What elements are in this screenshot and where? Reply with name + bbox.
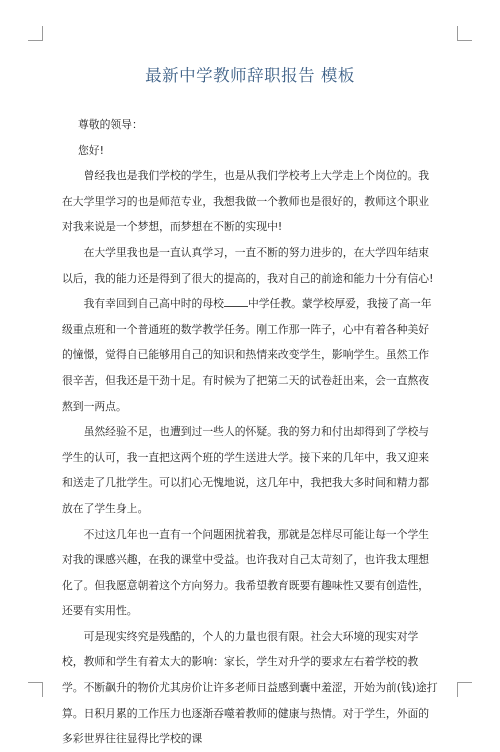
paragraph: 曾经我也是我们学校的学生，也是从我们学校考上大学走上个岗位的。我在大学里学习的也是师范专业，我想我做一个教师也是很好的，教师这个职业对我来说是一个梦想，而梦想在不断的实现中! <box>62 169 430 234</box>
paragraph-text: 中学任教。蒙学校厚爱，我接了高一年级重点班和一个普通班的数学教学任务。刚工作那一阵子，心中有着各种美好的憧憬，觉得自已能够用自己的知识和热情来改变学生，影响学生。虽然工作很辛苦，但我还是干劲十足。有时候为了把第二天的试卷赶出来，会一直熬夜熬到一两点。 <box>62 297 432 413</box>
letter-body <box>62 112 438 752</box>
fill-in-blank <box>224 296 248 307</box>
paragraph-text: 我有幸回到自己高中时的母校 <box>83 297 224 311</box>
paragraph: 虽然经验不足，也遭到过一些人的怀疑。我的努力和付出却得到了学校与学生的认可，我一直把这两个班的学生送进大学。接下来的几年中，我又迎来和送走了几批学生。可以扪心无愧地说，这几年中，我把我大多时间和精力都放在了学生身上。 <box>62 425 430 515</box>
document-title: 最新中学教师辞职报告 模板 <box>145 66 355 85</box>
paragraph: 不过这几年也一直有一个问题困扰着我，那就是怎样尽可能让每一个学生对我的课感兴趣，在我的课堂中受益。也许我对自己太苛刻了，也许我太理想化了。但我愿意朝着这个方向努力。我希望教育既要有趣味性又要有创造性，还要有实用性。 <box>62 527 430 618</box>
crop-mark-bottom-right <box>457 682 472 697</box>
salutation: 尊敬的领导： <box>78 118 143 131</box>
paragraph: 可是现实终究是残酷的，个人的力量也很有限。社会大环境的现实对学校，教师和学生有着太大的影响：家长，学生对升学的要求左右着学校的教学。不断飙升的物价尤其房价让许多老师日益感到囊中羞涩，开始为前(钱)途打算。日积月累的工作压力也逐渐吞噬着教师的健康与热情。对于学生，外面的多彩世界往往显得比学校的课 <box>62 629 438 746</box>
crop-mark-top-left <box>28 26 43 41</box>
crop-mark-bottom-left <box>28 682 43 697</box>
crop-mark-top-right <box>457 26 472 41</box>
paragraph <box>62 291 438 419</box>
paragraph: 在大学里我也是一直认真学习，一直不断的努力进步的，在大学四年结束以后，我的能力还是得到了很大的提高的，我对自己的前途和能力十分有信心! <box>62 245 434 285</box>
greeting: 您好! <box>78 143 104 157</box>
